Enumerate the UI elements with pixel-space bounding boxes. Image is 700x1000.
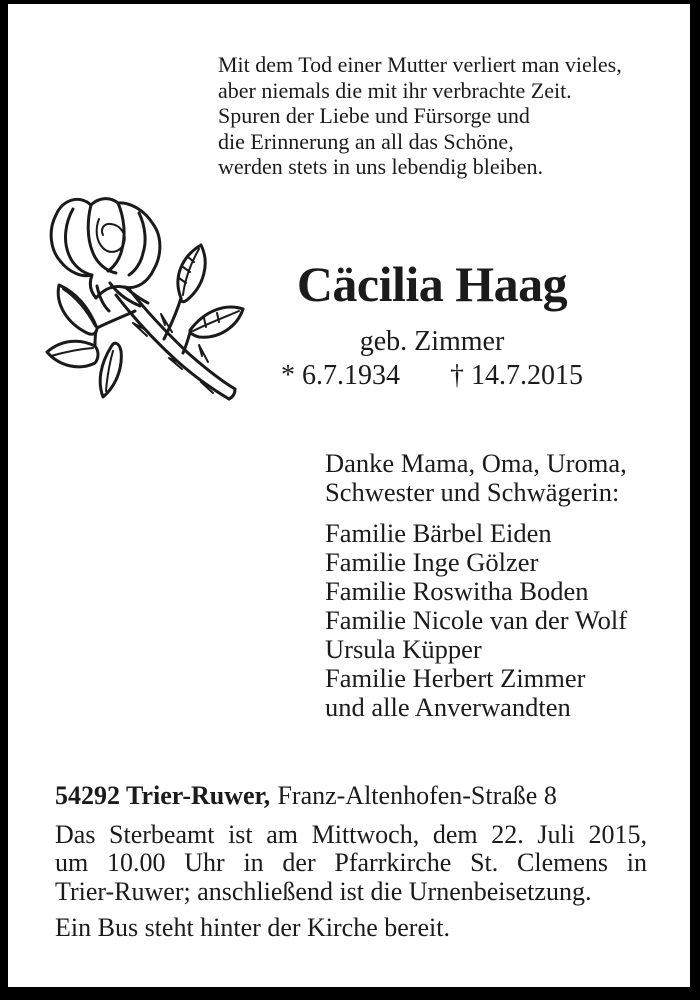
mourner-item: Ursula Küpper: [325, 634, 482, 664]
mourners-list: [325, 519, 627, 722]
service-city: 54292 Trier-Ruwer,: [55, 781, 271, 810]
rose-illustration: [34, 190, 254, 420]
epigraph-line: aber niemals die mit ihr verbrachte Zeit.: [218, 77, 572, 103]
service-details-line: Trier-Ruwer; anschließend ist die Urnenbeisetzung.: [55, 876, 592, 906]
thanks-line: Schwester und Schwägerin:: [325, 477, 620, 507]
thanks-line: Danke Mama, Oma, Uroma,: [325, 448, 627, 478]
service-details-line: um 10.00 Uhr in der Pfarrkirche St. Clemens in: [55, 848, 647, 877]
birth-date: * 6.7.1934: [281, 360, 400, 391]
service-block: [55, 782, 647, 943]
death-date: † 14.7.2015: [450, 360, 583, 391]
mourner-item: Familie Inge Gölzer: [325, 547, 539, 577]
mourner-item: Familie Herbert Zimmer: [325, 663, 586, 693]
mourner-item: Familie Bärbel Eiden: [325, 518, 552, 548]
mourner-item: Familie Roswitha Boden: [325, 576, 589, 606]
epigraph-line: Spuren der Liebe und Fürsorge und: [218, 103, 530, 128]
service-details: [55, 821, 647, 907]
epigraph-line: Mit dem Tod einer Mutter verliert man vieles,: [218, 52, 622, 77]
epigraph-line: die Erinnerung an all das Schöne,: [218, 128, 514, 154]
deceased-name: Cäcilia Haag: [296, 256, 568, 312]
service-details-line: Das Sterbeamt ist am Mittwoch, dem 22. Juli 2015,: [55, 819, 647, 849]
deceased-block: [222, 256, 642, 391]
epigraph-poem: [218, 52, 622, 180]
maiden-name: geb. Zimmer: [359, 326, 505, 357]
epigraph-line: werden stets in uns lebendig bleiben.: [218, 154, 544, 179]
service-street: Franz-Altenhofen-Straße 8: [277, 781, 557, 810]
mourner-item: und alle Anverwandten: [325, 692, 571, 722]
thanks-block: [325, 449, 627, 507]
mourner-item: Familie Nicole van der Wolf: [325, 605, 628, 635]
life-dates: [222, 361, 642, 391]
bus-note: Ein Bus steht hinter der Kirche bereit.: [55, 913, 450, 942]
service-address: [55, 782, 647, 811]
